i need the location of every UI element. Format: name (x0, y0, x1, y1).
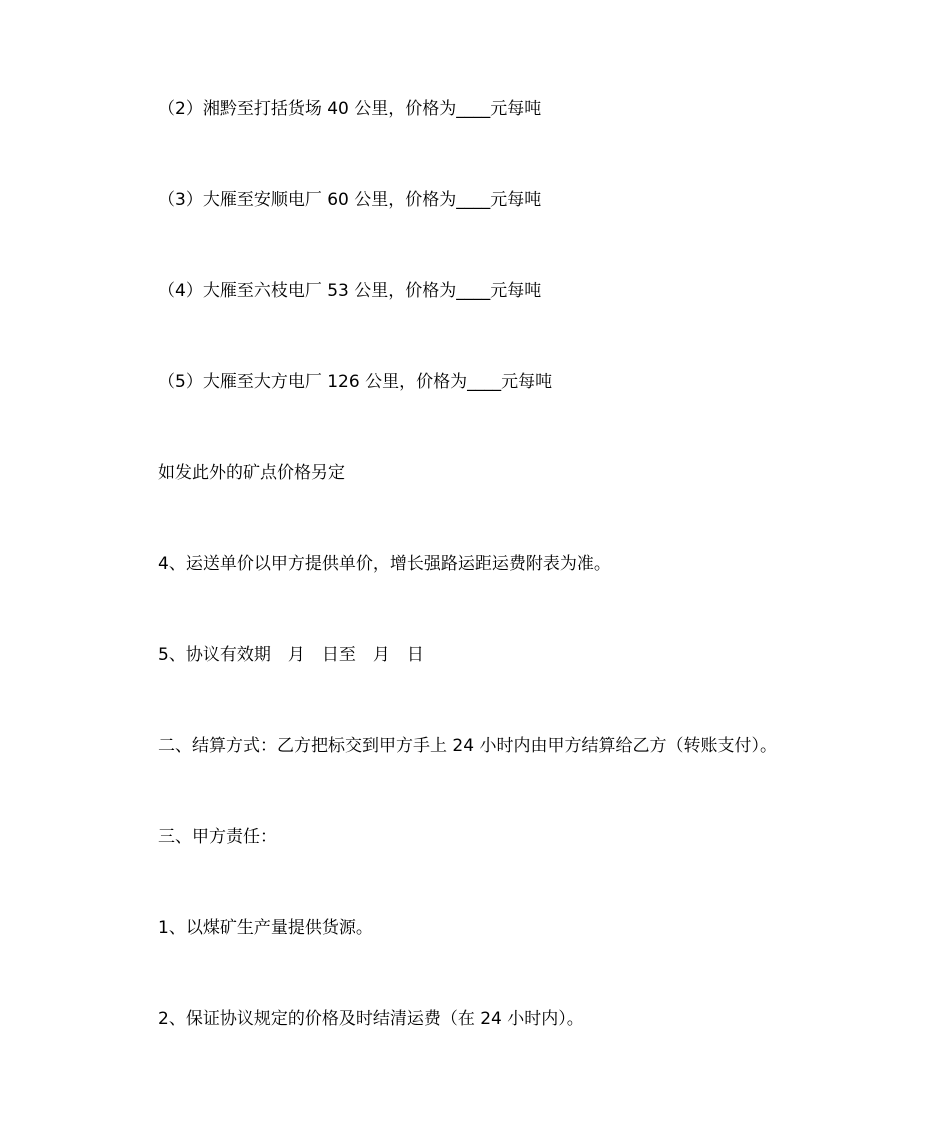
party-a-duty-1: 1、以煤矿生产量提供货源。 (158, 918, 373, 938)
price-item-2: （2）湘黔至打括货场 40 公里，价格为____元每吨 (158, 99, 542, 119)
clause-5: 5、协议有效期 月 日至 月 日 (158, 645, 424, 665)
price-item-3: （3）大雁至安顺电厂 60 公里，价格为____元每吨 (158, 190, 542, 210)
section-party-a: 三、甲方责任： (158, 827, 277, 847)
party-a-duty-2: 2、保证协议规定的价格及时结清运费（在 24 小时内）。 (158, 1009, 584, 1029)
other-price-note: 如发此外的矿点价格另定 (158, 463, 345, 483)
clause-4: 4、运送单价以甲方提供单价，增长强路运距运费附表为准。 (158, 554, 611, 574)
section-settlement: 二、结算方式：乙方把标交到甲方手上 24 小时内由甲方结算给乙方（转账支付）。 (158, 736, 777, 756)
price-item-4: （4）大雁至六枝电厂 53 公里，价格为____元每吨 (158, 281, 542, 301)
price-item-5: （5）大雁至大方电厂 126 公里，价格为____元每吨 (158, 372, 553, 392)
